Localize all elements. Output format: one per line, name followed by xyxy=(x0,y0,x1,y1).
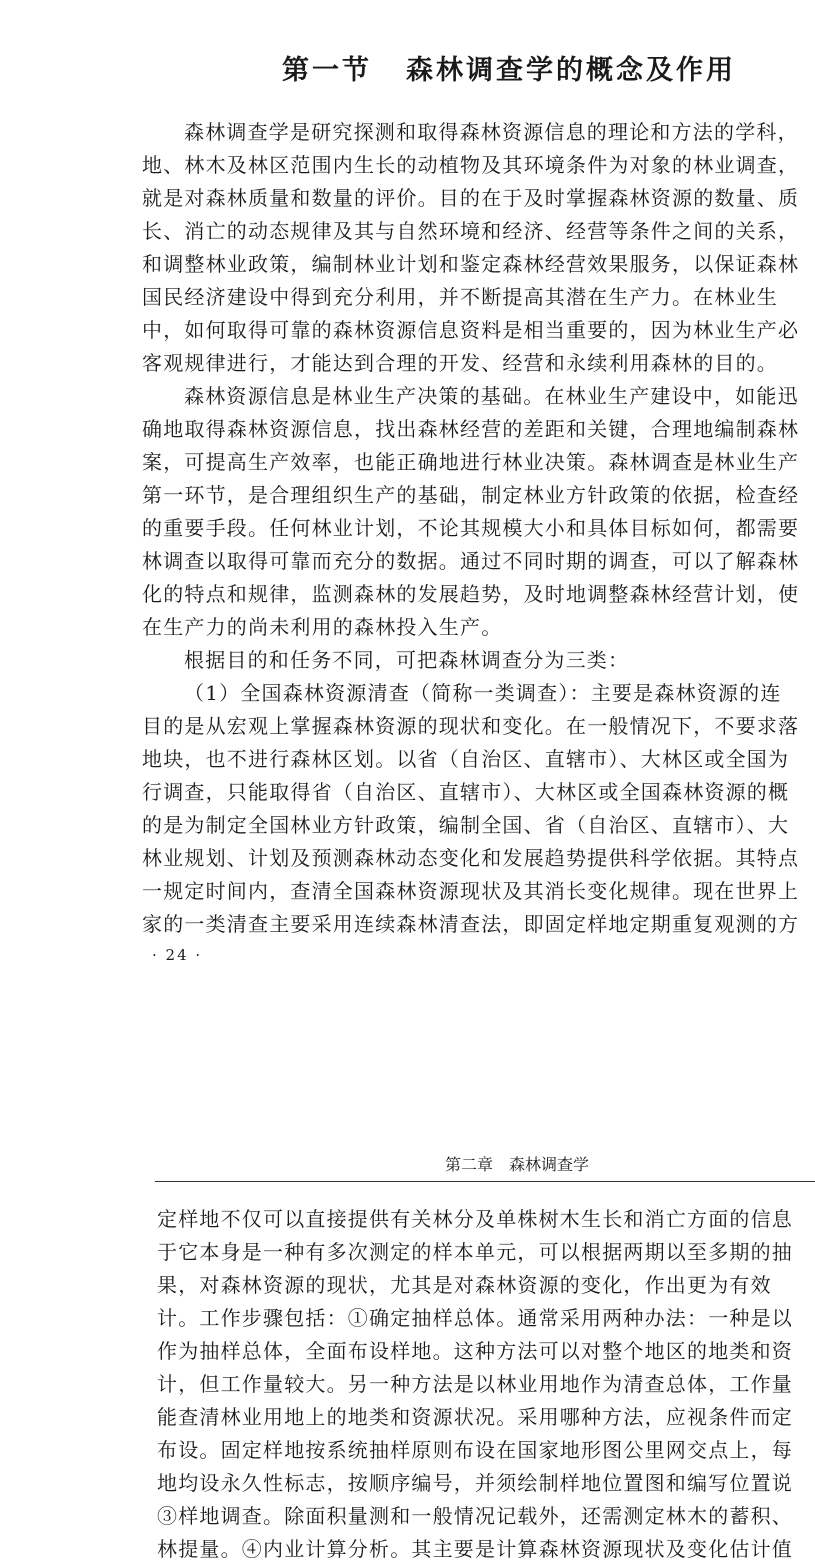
body-line: 在生产力的尚未利用的森林投入生产。 xyxy=(142,615,503,639)
body-line: 能查清林业用地上的地类和资源状况。采用哪种方法，应视条件而定 xyxy=(157,1405,793,1429)
body-line: 案，可提高生产效率，也能正确地进行林业决策。森林调查是林业生产 xyxy=(142,450,800,474)
body-line: 中，如何取得可靠的森林资源信息资料是相当重要的，因为林业生产必 xyxy=(142,318,800,342)
body-line: 的重要手段。任何林业计划，不论其规模大小和具体目标如何，都需要 xyxy=(142,516,800,540)
body-line: 森林调查学是研究探测和取得森林资源信息的理论和方法的学科， xyxy=(184,120,799,144)
body-line: （1）全国森林资源清查（简称一类调查）：主要是森林资源的连 xyxy=(184,681,782,705)
body-line: 作为抽样总体，全面布设样地。这种方法可以对整个地区的地类和资 xyxy=(157,1339,793,1363)
header-rule xyxy=(155,1181,815,1182)
section-number: 第一节 xyxy=(282,55,372,86)
body-line: 行调查，只能取得省（自治区、直辖市）、大林区或全国森林资源的概 xyxy=(142,780,790,804)
body-line: 根据目的和任务不同，可把森林调查分为三类： xyxy=(184,648,630,672)
body-line: 化的特点和规律，监测森林的发展趋势，及时地调整森林经营计划，使 xyxy=(142,582,800,606)
body-line: 的是为制定全国林业方针政策，编制全国、省（自治区、直辖市）、大 xyxy=(142,813,790,837)
body-line: 定样地不仅可以直接提供有关林分及单株树木生长和消亡方面的信息 xyxy=(157,1207,793,1231)
page-number: · 24 · xyxy=(152,946,203,964)
body-line: 计。工作步骤包括：①确定抽样总体。通常采用两种办法：一种是以 xyxy=(157,1306,793,1330)
section-title-text: 森林调查学的概念及作用 xyxy=(406,55,736,86)
body-line: 林调查以取得可靠而充分的数据。通过不同时期的调查，可以了解森林 xyxy=(142,549,800,573)
body-line: 目的是从宏观上掌握森林资源的现状和变化。在一般情况下，不要求落 xyxy=(142,714,800,738)
body-line: 布设。固定样地按系统抽样原则布设在国家地形图公里网交点上，每 xyxy=(157,1438,793,1462)
body-line: 第一环节，是合理组织生产的基础，制定林业方针政策的依据，检查经 xyxy=(142,483,800,507)
body-line: 计，但工作量较大。另一种方法是以林业用地作为清查总体，工作量 xyxy=(157,1372,793,1396)
body-line: 家的一类清查主要采用连续森林清查法，即固定样地定期重复观测的方 xyxy=(142,912,800,936)
body-line: 林提量。④内业计算分析。其主要是计算森林资源现状及变化估计值 xyxy=(157,1537,793,1561)
body-line: 于它本身是一种有多次测定的样本单元，可以根据两期以至多期的抽 xyxy=(157,1240,793,1264)
body-line: 地均设永久性标志，按顺序编号，并须绘制样地位置图和编写位置说 xyxy=(157,1471,793,1495)
body-line: 国民经济建设中得到充分利用，并不断提高其潜在生产力。在林业生 xyxy=(142,285,778,309)
body-line: 果，对森林资源的现状，尤其是对森林资源的变化，作出更为有效 xyxy=(157,1273,772,1297)
body-line: 和调整林业政策，编制林业计划和鉴定森林经营效果服务，以保证森林 xyxy=(142,252,800,276)
body-line: ③样地调查。除面积量测和一般情况记载外，还需测定林木的蓄积、 xyxy=(157,1504,793,1528)
body-line: 地、林木及林区范围内生长的动植物及其环境条件为对象的林业调查， xyxy=(142,153,800,177)
body-line: 长、消亡的动态规律及其与自然环境和经济、经营等条件之间的关系， xyxy=(142,219,800,243)
running-head-chapter: 第二章 xyxy=(445,1155,494,1174)
body-line: 就是对森林质量和数量的评价。目的在于及时掌握森林资源的数量、质 xyxy=(142,186,800,210)
body-line: 一规定时间内，查清全国森林资源现状及其消长变化规律。现在世界上 xyxy=(142,879,800,903)
running-head-title: 森林调查学 xyxy=(509,1155,590,1174)
body-line: 确地取得森林资源信息，找出森林经营的差距和关键，合理地编制森林 xyxy=(142,417,800,441)
page-25 xyxy=(0,1140,800,1561)
body-line: 林业规划、计划及预测森林动态变化和发展趋势提供科学依据。其特点 xyxy=(142,846,800,870)
body-line: 地块，也不进行森林区划。以省（自治区、直辖市）、大林区或全国为 xyxy=(142,747,790,771)
running-head xyxy=(445,1152,589,1175)
body-line: 森林资源信息是林业生产决策的基础。在林业生产建设中，如能迅 xyxy=(184,384,799,408)
body-line: 客观规律进行，才能达到合理的开发、经营和永续利用森林的目的。 xyxy=(142,351,778,375)
